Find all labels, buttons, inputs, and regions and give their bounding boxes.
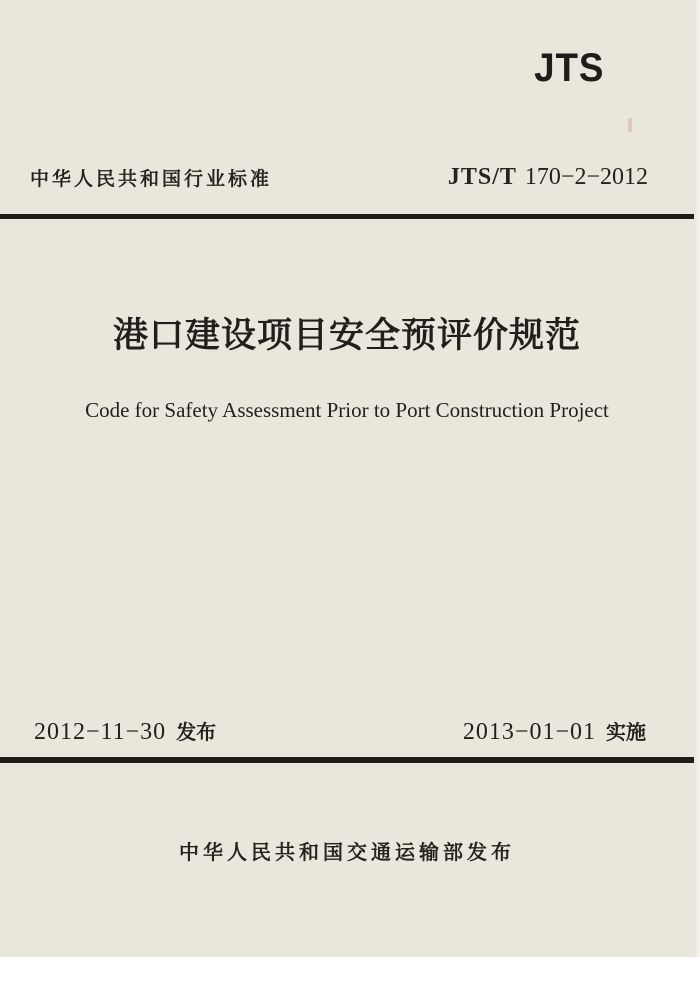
standard-type: 中华人民共和国行业标准 bbox=[30, 168, 273, 190]
release-label: 发布 bbox=[176, 720, 217, 744]
page-bottom-margin bbox=[0, 957, 700, 991]
bottom-divider bbox=[0, 757, 694, 763]
print-speck bbox=[628, 118, 632, 132]
standard-code bbox=[448, 164, 648, 191]
jts-logo: JTS bbox=[533, 46, 604, 90]
page-right-edge bbox=[694, 0, 700, 991]
title-chinese: 港口建设项目安全预评价规范 bbox=[112, 316, 581, 356]
release-date: 2012−11−30 bbox=[34, 719, 167, 745]
title-english: Code for Safety Assessment Prior to Port Construction Project bbox=[85, 398, 609, 422]
standard-code-prefix: JTS/T bbox=[447, 164, 517, 190]
release-date-line bbox=[34, 716, 216, 746]
standard-code-number: 170−2−2012 bbox=[524, 164, 648, 190]
effective-date: 2013−01−01 bbox=[462, 719, 596, 745]
effective-date-line bbox=[463, 716, 646, 746]
publisher: 中华人民共和国交通运输部发布 bbox=[179, 840, 515, 864]
top-divider bbox=[0, 214, 694, 219]
effective-label: 实施 bbox=[606, 720, 646, 744]
